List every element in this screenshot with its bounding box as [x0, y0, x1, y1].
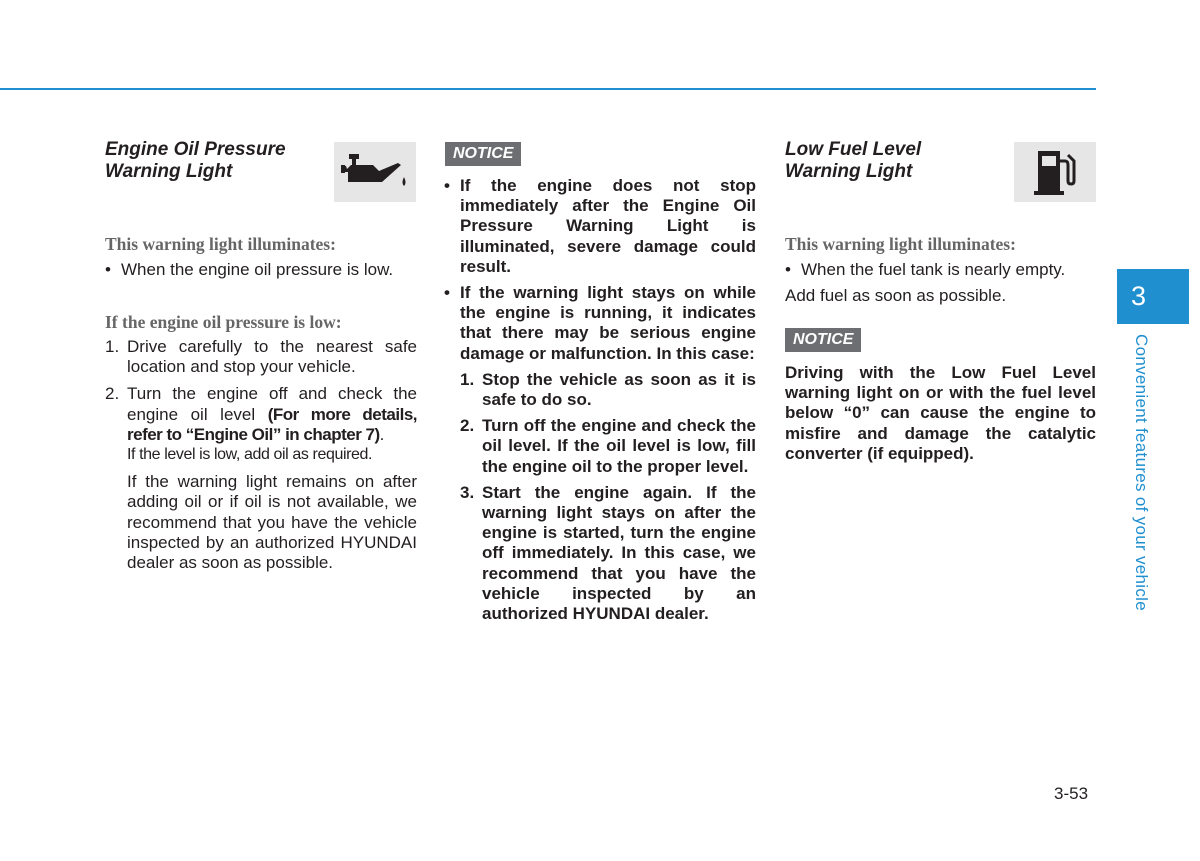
notice-label: NOTICE [445, 142, 521, 166]
bullet-text: When the fuel tank is nearly empty. [801, 260, 1066, 279]
bullet-mark: • [785, 260, 791, 279]
oil-steps [105, 337, 417, 573]
fuel-bullet-list [785, 260, 1097, 280]
step-number: 1. [105, 337, 120, 356]
oil-pressure-icon-box [334, 142, 416, 202]
chapter-number: 3 [1131, 281, 1147, 311]
oil-low-subheading: If the engine oil pressure is low: [105, 312, 342, 332]
chapter-title: Convenient features of your vehicle [1132, 334, 1151, 611]
notice-label: NOTICE [785, 328, 861, 352]
heading-line: Warning Light [105, 161, 233, 182]
list-item [105, 260, 417, 280]
list-item [105, 337, 417, 377]
oil-can-icon [338, 150, 412, 194]
low-fuel-heading [785, 139, 1005, 183]
heading-line: Warning Light [785, 161, 913, 182]
step-paragraph: If the warning light remains on after adding oil or if oil is not available, we recommend that you have the vehicle inspected by an authorized HYUNDAI dealer as soon as possible. [127, 472, 417, 573]
heading-line: Engine Oil Pressure [105, 139, 286, 160]
bullet-mark: • [105, 260, 111, 279]
step-note: If the level is low, add oil as required. [127, 446, 373, 464]
step-text: Stop the vehicle as soon as it is safe to do so. [482, 369, 756, 410]
list-item [460, 370, 756, 410]
step-text: . [379, 424, 385, 444]
chapter-reference: (For more details, refer to “Engine Oil” in chapter 7) [127, 404, 417, 444]
step-text: Drive carefully to the nearest safe location and stop your vehicle. [127, 337, 417, 377]
list-item [460, 483, 756, 624]
bullet-mark: • [444, 176, 450, 195]
list-item [460, 416, 756, 477]
step-number: 2. [460, 416, 475, 436]
bullet-text: If the warning light stays on while the engine is running, it indicates that there may be serious engine damage or malfunction. In this case: [460, 283, 756, 363]
step-text: Turn off the engine and check the oil level. If the oil level is low, fill the engine oil to the proper level. [482, 416, 756, 476]
illuminates-subheading: This warning light illuminates: [105, 234, 336, 254]
step-number: 3. [460, 482, 475, 502]
oil-bullet-list [105, 260, 417, 280]
list-item [444, 283, 756, 624]
step-text: Turn the engine off and check the engine oil level [127, 384, 417, 424]
heading-line: Low Fuel Level [785, 139, 922, 160]
engine-oil-heading [105, 139, 325, 183]
list-item [444, 176, 756, 277]
low-fuel-icon-box [1014, 142, 1096, 202]
fuel-advice: Add fuel as soon as possible. [785, 286, 1007, 305]
step-number: 2. [105, 384, 120, 404]
fuel-notice-text: Driving with the Low Fuel Level warning light on or with the fuel level below “0” can cause the engine to misfire and damage the catalytic converter (if equipped). [785, 363, 1096, 463]
illuminates-subheading: This warning light illuminates: [785, 234, 1016, 254]
notice-list [444, 176, 756, 624]
step-number: 1. [460, 369, 475, 389]
bullet-text: When the engine oil pressure is low. [121, 260, 394, 279]
bullet-mark: • [444, 283, 450, 303]
page-number: 3-53 [1054, 784, 1089, 803]
list-item [785, 260, 1097, 280]
step-text: Start the engine again. If the warning light stays on after the engine is started, turn the engine off immediately. In this case, we recommend that you have the vehicle inspected by an authorized HYUNDAI dealer. [482, 482, 756, 624]
chapter-tab [1117, 269, 1189, 324]
bullet-text: If the engine does not stop immediately after the Engine Oil Pressure Warning Light is illuminated, severe damage could result. [460, 176, 756, 276]
list-item [105, 384, 417, 573]
fuel-pump-icon [1030, 147, 1080, 197]
header-rule [0, 88, 1096, 90]
